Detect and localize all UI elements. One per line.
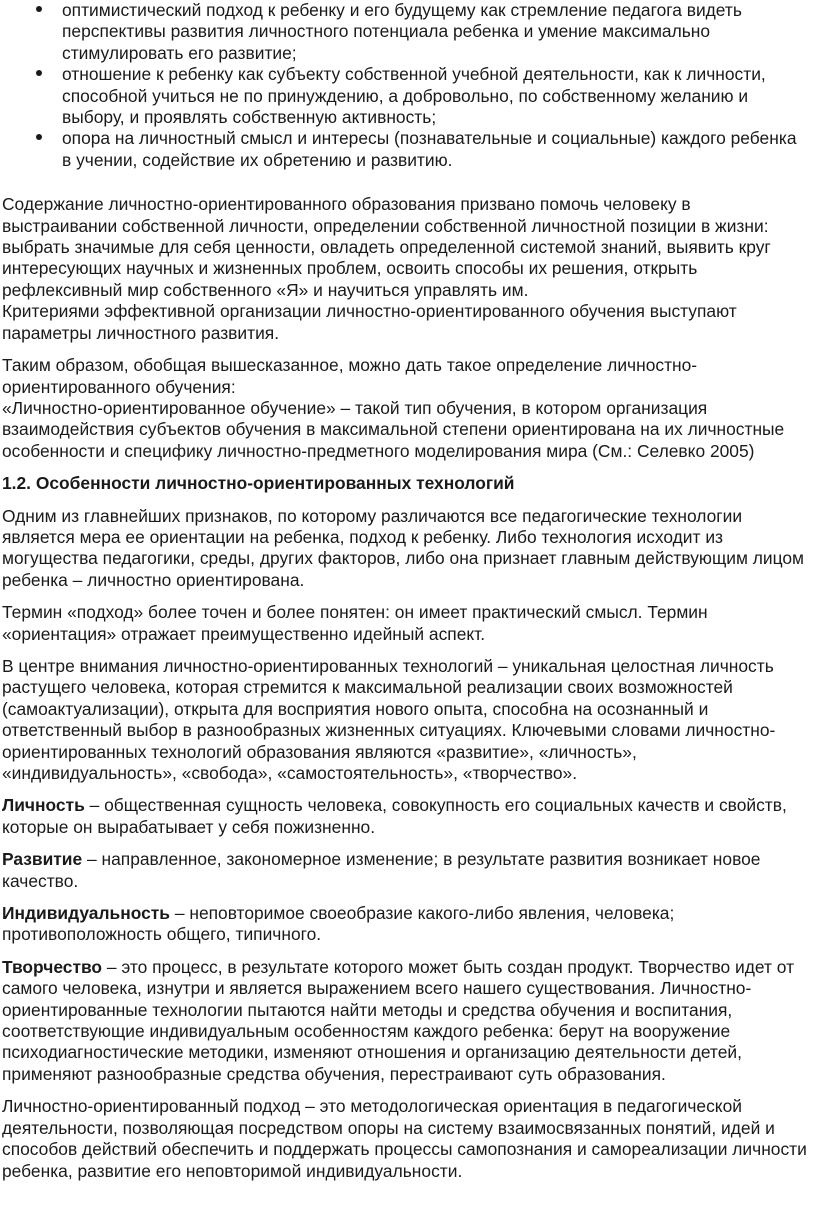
definition-term: Творчество bbox=[2, 956, 103, 977]
definition-creativity bbox=[2, 957, 810, 1085]
definition-text: – неповторимое своеобразие какого-либо явления, человека; противоположность общего, типичного. bbox=[2, 903, 675, 945]
bullet-icon bbox=[35, 128, 43, 149]
definition-text: – это процесс, в результате которого может быть создан продукт. Творчество идет от самого человека, изнутри и является выражением всего нашего существования. Личностно-ориентированные технологии пытаются найти методы и средства обучения и воспитания, соответствующие индивидуальным особенностям каждого ребенка: берут на вооружение психодиагностические методики, изменяют отношения и организацию деятельности детей, применяют разнообразные средства обучения, перестраивают суть образования. bbox=[2, 956, 795, 1084]
definition-text: – направленное, закономерное изменение; в результате развития возникает новое качество. bbox=[2, 849, 761, 891]
list-item bbox=[2, 0, 810, 64]
definition-personality bbox=[2, 795, 810, 838]
bullet-icon bbox=[35, 0, 43, 21]
paragraph-content: Содержание личностно-ориентированного образования призвано помочь человеку в выстраивании собственной личности, определении собственной личностной позиции в жизни: выбрать значимые для себя ценности, овладеть определенной системой знаний, выявить круг интересующих научных и жизненных проблем, освоить способы их решения, открыть рефлексивный мир собственного «Я» и научиться управлять им. bbox=[2, 194, 771, 300]
paragraph-term: Термин «подход» более точен и более понятен: он имеет практический смысл. Термин «ориентация» отражает преимущественно идейный аспект. bbox=[2, 602, 708, 644]
definition-term: Индивидуальность bbox=[2, 903, 170, 924]
paragraph-approach: Одним из главнейших признаков, по которому различаются все педагогические технологии является мера ее ориентации на ребенка, подход к ребенку. Либо технология исходит из могущества педагогики, среды, других факторов, либо она признает главным действующим лицом ребенка – личностно ориентирована. bbox=[2, 505, 805, 590]
definition-term: Личность bbox=[2, 795, 85, 816]
principles-list bbox=[2, 0, 810, 171]
definition-development bbox=[2, 849, 810, 892]
paragraph-criteria: Критериями эффективной организации личностно-ориентированного обучения выступают параметры личностного развития. bbox=[2, 301, 737, 343]
list-item-text: оптимистический подход к ребенку и его будущему как стремление педагога видеть перспективы развития личностного потенциала ребенка и умение максимально стимулировать его развитие; bbox=[62, 0, 742, 63]
list-item-text: опора на личностный смысл и интересы (познавательные и социальные) каждого ребенка в учении, содействие их обретению и развитию. bbox=[62, 128, 797, 170]
bullet-icon bbox=[35, 64, 43, 85]
section-heading: 1.2. Особенности личностно-ориентированных технологий bbox=[2, 473, 515, 494]
paragraph-focus: В центре внимания личностно-ориентированных технологий – уникальная целостная личность растущего человека, которая стремится к максимальной реализации своих возможностей (самоактуализации), открыта для восприятия нового опыта, способна на осознанный и ответственный выбор в разнообразных жизненных ситуациях. Ключевыми словами личностно-ориентированных технологий образования являются «развитие», «личность», «индивидуальность», «свобода», «самостоятельность», «творчество». bbox=[2, 655, 776, 783]
paragraph-conclusion: Личностно-ориентированный подход – это методологическая ориентация в педагогической деятельности, позволяющая посредством опоры на систему взаимосвязанных понятий, идей и способов действий обеспечить и поддержать процессы самопознания и самореализации личности ребенка, развитие его неповторимой индивидуальности. bbox=[2, 1096, 807, 1181]
list-item bbox=[2, 128, 810, 171]
definition-individuality bbox=[2, 903, 810, 946]
definition-term: Развитие bbox=[2, 849, 83, 870]
definition-text: – общественная сущность человека, совокупность его социальных качеств и свойств, которые он вырабатывает у себя пожизненно. bbox=[2, 795, 787, 837]
list-item bbox=[2, 64, 810, 128]
list-item-text: отношение к ребенку как субъекту собственной учебной деятельности, как к личности, способной учиться не по принуждению, а добровольно, по собственному желанию и выбору, и проявлять собственную активность; bbox=[62, 64, 766, 128]
paragraph-definition: «Личностно-ориентированное обучение» – такой тип обучения, в котором организация взаимодействия субъектов обучения в максимальной степени ориентирована на их личностные особенности и специфику личностно-предметного моделирования мира (См.: Селевко 2005) bbox=[2, 397, 785, 461]
paragraph-summary: Таким образом, обобщая вышесказанное, можно дать такое определение личностно-ориентированного обучения: bbox=[2, 355, 698, 397]
